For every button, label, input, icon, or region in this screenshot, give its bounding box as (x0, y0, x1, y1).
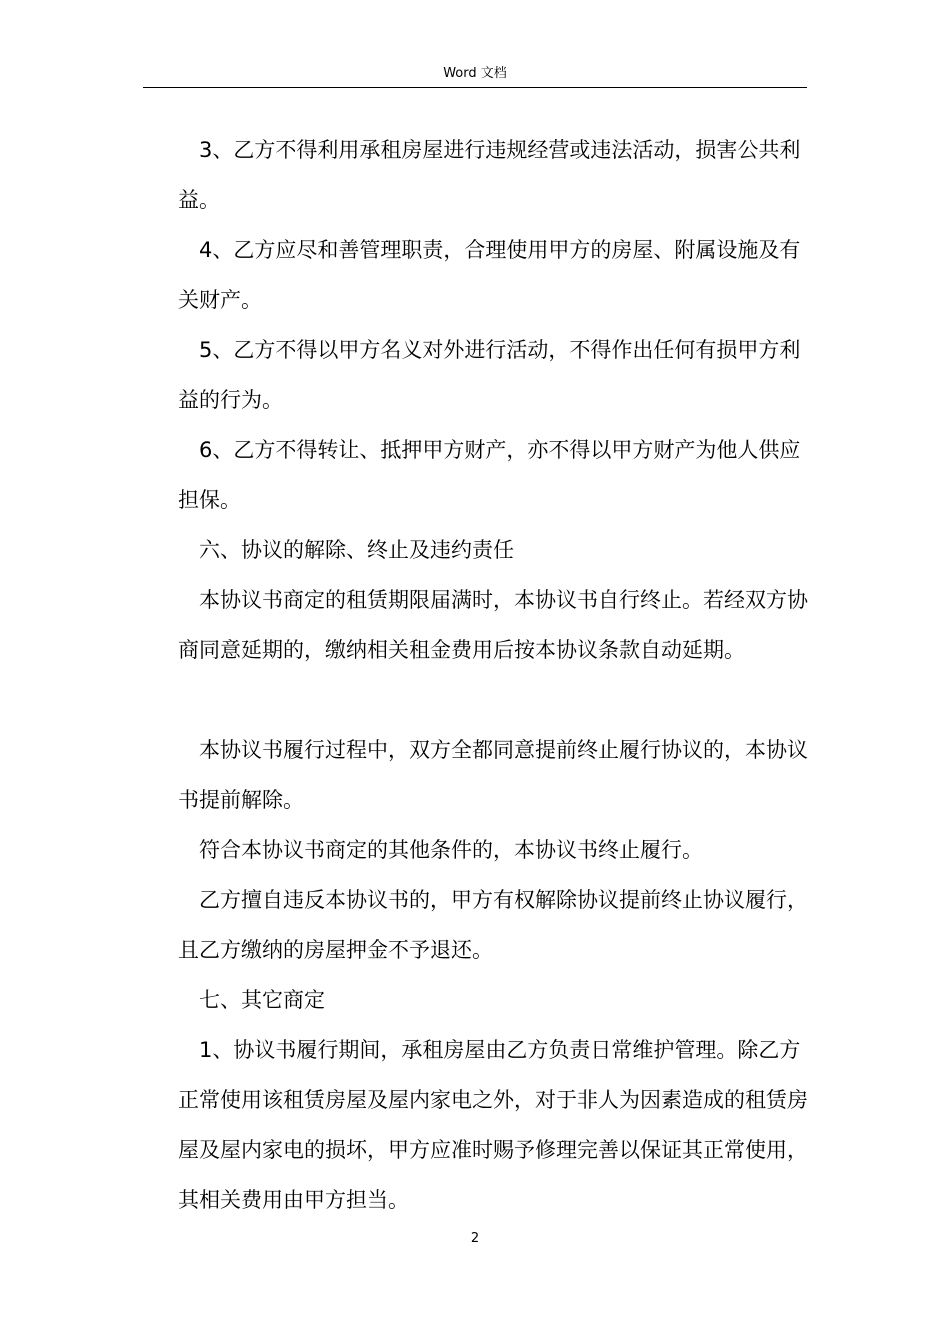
clause-6: 6、乙方不得转让、抵押甲方财产，亦不得以甲方财产为他人供应担保。 (178, 438, 801, 512)
clause-5: 5、乙方不得以甲方名义对外进行活动，不得作出任何有损甲方利益的行为。 (178, 338, 801, 412)
section-heading-7: 七、其它商定 (199, 988, 325, 1012)
clause-3: 3、乙方不得利用承租房屋进行违规经营或违法活动，损害公共利益。 (178, 138, 801, 212)
header-divider (143, 87, 807, 88)
paragraph-term-expiry: 本协议书商定的租赁期限届满时，本协议书自行终止。若经双方协商同意延期的，缴纳相关租金费用后按本协议条款自动延期。 (178, 588, 808, 662)
paragraph-other-conditions: 符合本协议书商定的其他条件的，本协议书终止履行。 (199, 838, 703, 862)
clause-4: 4、乙方应尽和善管理职责，合理使用甲方的房屋、附属设施及有关财产。 (178, 238, 801, 312)
section-heading-6: 六、协议的解除、终止及违约责任 (199, 538, 514, 562)
page-number: 2 (470, 1231, 480, 1246)
clause-7-1: 1、协议书履行期间，承租房屋由乙方负责日常维护管理。除乙方正常使用该租赁房屋及屋内家电之外，对于非人为因素造成的租赁房屋及屋内家电的损坏，甲方应准时赐予修理完善以保证其正常使用，其相关费用由甲方担当。 (178, 1038, 808, 1212)
page-header: Word 文档 (443, 66, 507, 81)
paragraph-early-termination: 本协议书履行过程中，双方全都同意提前终止履行协议的，本协议书提前解除。 (178, 738, 808, 812)
document-body (178, 125, 818, 1225)
paragraph-breach: 乙方擅自违反本协议书的，甲方有权解除协议提前终止协议履行，且乙方缴纳的房屋押金不予退还。 (178, 888, 808, 962)
